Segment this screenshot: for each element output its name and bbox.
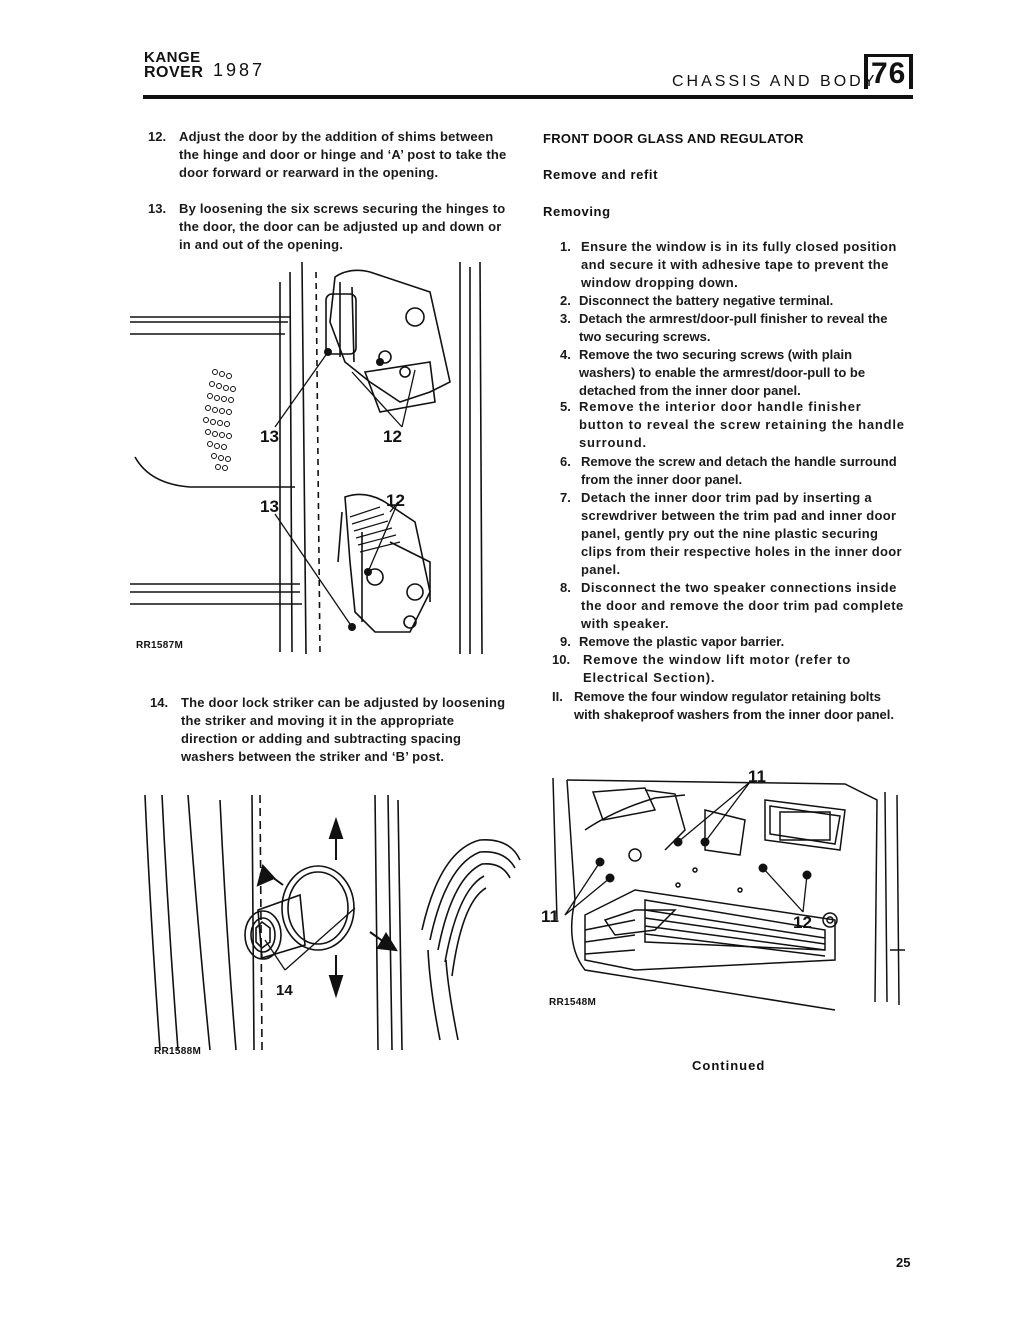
step-number: II.	[552, 689, 563, 704]
header-year: 1987	[213, 60, 266, 80]
section-heading: FRONT DOOR GLASS AND REGULATOR	[543, 131, 804, 146]
step-text: Adjust the door by the addition of shims between the hinge and door or hinge and ‘A’ post to take the door forward or rearward in the opening.	[179, 129, 507, 180]
step-number: 14.	[150, 695, 169, 710]
step-text: The door lock striker can be adjusted by loosening the striker and moving it in the appropriate direction or adding and subtracting spacing washers between the striker and ‘B’ post.	[181, 695, 506, 764]
step-number: 8.	[560, 580, 571, 595]
callout-12-lower: 12	[386, 491, 405, 510]
step-text: Remove the screw and detach the handle surround from the inner door panel.	[581, 454, 897, 487]
subheading-removing: Removing	[543, 204, 611, 219]
step-text: Disconnect the battery negative terminal.	[579, 293, 834, 308]
callout-14: 14	[276, 982, 293, 999]
brand-line2: ROVER	[144, 64, 204, 81]
step-number: 7.	[560, 490, 571, 505]
step-number: 10.	[552, 652, 571, 667]
step-number: 9.	[560, 634, 571, 649]
step-text: Remove the four window regulator retaining bolts with shakeproof washers from the inner door panel.	[574, 689, 894, 722]
step-text: Disconnect the two speaker connections inside the door and remove the door trim pad complete with speaker.	[581, 580, 904, 631]
subheading-remove-refit: Remove and refit	[543, 167, 659, 182]
step-text: Remove the window lift motor (refer to Electrical Section).	[583, 652, 852, 685]
continued-label: Continued	[692, 1058, 766, 1073]
figure-code-rr1548m: RR1548M	[549, 997, 597, 1008]
door-panel-diagram	[541, 767, 910, 1010]
step-number: 6.	[560, 454, 571, 469]
step-number: 13.	[148, 201, 167, 216]
brand-line1: KANGE	[144, 49, 201, 66]
callout-12: 12	[793, 913, 812, 932]
section-title: CHASSIS AND BODY	[672, 73, 878, 90]
step-number: 12.	[148, 129, 167, 144]
striker-diagram	[140, 790, 530, 1060]
section-number: 76	[864, 54, 913, 89]
step-number: 4.	[560, 347, 571, 362]
callout-11-lower: 11	[541, 907, 559, 926]
callout-13-lower: 13	[260, 497, 279, 516]
hinge-diagram	[130, 262, 490, 654]
brand-logo	[144, 50, 203, 80]
figure-code-rr1587m: RR1587M	[136, 640, 184, 651]
step-number: 1.	[560, 239, 571, 254]
step-number: 3.	[560, 311, 571, 326]
step-text: Detach the inner door trim pad by inserting a screwdriver between the trim pad and inner door panel, gently pry out the nine plastic securing clips from their respective holes in the inner door panel.	[581, 490, 902, 577]
step-text: Remove the plastic vapor barrier.	[579, 634, 785, 649]
figure-code-rr1588m: RR1588M	[154, 1046, 202, 1057]
step-text: Detach the armrest/door-pull finisher to reveal the two securing screws.	[579, 311, 888, 344]
callout-12-upper: 12	[383, 427, 402, 446]
step-number: 5.	[560, 399, 571, 414]
step-number: 2.	[560, 293, 571, 308]
page-number: 25	[896, 1255, 911, 1270]
callout-13-upper: 13	[260, 427, 279, 446]
step-text: Remove the two securing screws (with plain washers) to enable the armrest/door-pull to be detached from the inner door panel.	[579, 347, 866, 398]
callout-11-upper: 11	[748, 767, 766, 786]
step-text: By loosening the six screws securing the hinges to the door, the door can be adjusted up and down or in and out of the opening.	[179, 201, 506, 252]
header-rule	[143, 95, 913, 99]
step-text: Ensure the window is in its fully closed position and secure it with adhesive tape to prevent the window dropping down.	[581, 239, 897, 290]
step-text: Remove the interior door handle finisher button to reveal the screw retaining the handle surround.	[579, 399, 905, 450]
